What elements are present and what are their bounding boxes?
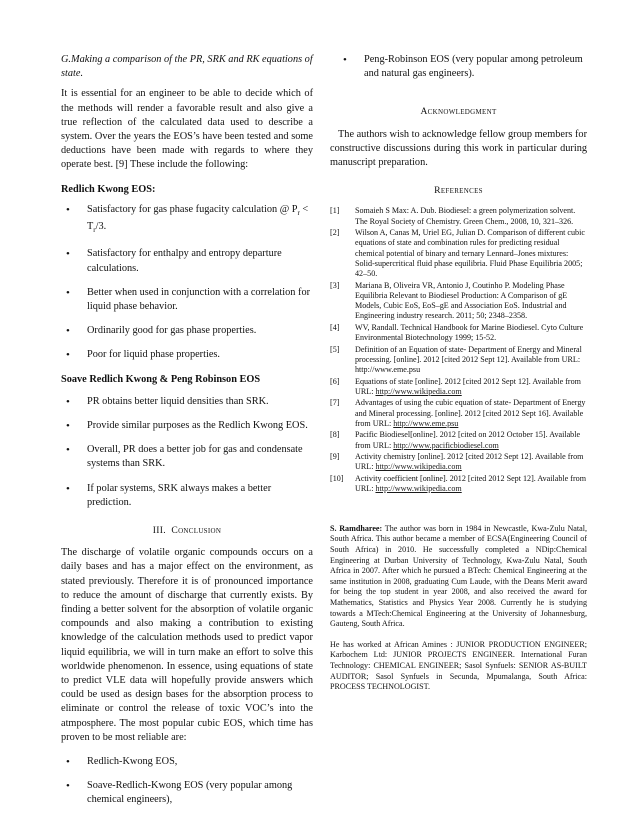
right-column — [330, 53, 587, 693]
list-item: • Redlich-Kwong EOS, — [66, 755, 313, 769]
reference-item: [3] Mariana B, Oliveira VR, Antonio J, Coutinho P. Modeling Phase Equilibria Relevant to Biodiesel Production: A Comparison of gE Models, Cubic EoS, EoS–gE and Association EoS. Industrial and Engineering industry research. 2011; 50; 2348–2358. — [330, 280, 568, 321]
reference-link[interactable]: http://www.wikipedia.com — [375, 386, 462, 396]
soave-peng-heading: Soave Redlich Kwong & Peng Robinson EOS — [61, 373, 261, 385]
reference-item: [4] WV, Randall. Technical Handbook for Marine Biodiesel. Cyto Culture Environmental Biotechnology 1999; 15-52. — [330, 322, 584, 343]
redlich-kwong-list — [61, 203, 313, 363]
author-bio — [330, 524, 587, 630]
list-item: • Provide similar purposes as the Redlich Kwong EOS. — [66, 419, 313, 433]
conclusion-heading — [61, 524, 313, 538]
reference-item: [7] Advantages of using the cubic equation of state- Department of Energy and Mineral processing. [online]. 2012 [cited 2012 Sept 16]. Available from URL: http://www.eme.psu — [330, 398, 586, 428]
intro-paragraph: It is essential for an engineer to be able to decide which of the methods will render a favorable result and also give a true reflection of the calculated data used to describe a system. Over the years the EOS’s have been tested and some deductions have been made with regards to where they operate best. [9] These include the following: — [61, 88, 313, 171]
reference-link[interactable]: http://www.eme.psu — [393, 418, 459, 428]
list-item: • PR obtains better liquid densities than SRK. — [66, 395, 313, 409]
list-item: • Satisfactory for gas phase fugacity calculation @ $P_r < T_r/3$. — [66, 203, 313, 238]
acknowledgment-body: The authors wish to acknowledge fellow group members for constructive discussions during this work in particular during manuscript preparation. — [330, 128, 587, 169]
conclusion-body: The discharge of volatile organic compounds occurs on a daily bases and has a major effect on the environment, as stated previously. Therefore it is of pronounced importance to reduce the amount of discharge that currently exists. By finding a better solvent for the absorption of volatile organic compounds and also making a contribution to existing knowledge of the calculation methods used to predict vapor liquid equilibria, we will in turn make an effort to solve this worldwide phenomenon. In essence, using equations of state to predict VLE data will hopefully provide answers which could be used as design bases for the absorption process to eliminate or control the release of toxic VOC’s into the atmposphere. The most popular cubic EOS, which time has proven to be most reliable are: — [61, 547, 313, 743]
reference-link[interactable]: http://www.pacificbiodiesel.com — [393, 440, 499, 450]
soave-peng-list — [61, 395, 313, 510]
author-name: S. Ramdharee: — [330, 523, 383, 533]
list-item: • Better when used in conjunction with a correlation for liquid phase behavior. — [66, 286, 313, 314]
reference-item: [10] Activity coefficient [online]. 2012 [cited 2012 Sept 12]. Available from URL: http://www.wikipedia.com — [330, 474, 586, 494]
reference-item: [9] Activity chemistry [online]. 2012 [cited 2012 Sept 12]. Available from URL: http://www.wikipedia.com — [330, 452, 584, 472]
author-work-history: He has worked at African Amines : JUNIOR PRODUCTION ENGINEER; Karbochem Ltd: JUNIOR PROJECTS ENGINEER. International Furan Technology: CHEMICAL ENGINEER; Sasol Synfuels: SENIOR AS-BUILT AUDITOR; Sasol Synfuels in Secunda, Mpumalanga, South Africa: PROCESS TECHNOLOGIST. — [330, 639, 587, 692]
redlich-kwong-heading: Redlich Kwong EOS: — [61, 183, 156, 195]
list-item: • Poor for liquid phase properties. — [66, 348, 313, 362]
conclusion-title: Conclusion — [171, 524, 222, 536]
reference-link[interactable]: http://www.wikipedia.com — [375, 484, 462, 494]
section-g-title: G.Making a comparison of the PR, SRK and RK equations of state. — [61, 54, 313, 80]
reference-item: [2] Wilson A, Canas M, Uriel EG, Julian D. Comparison of different cubic equations of state and combination rules for predicting residual chemical potential of binary and ternary Lennard–Jones mixtures: Solid-supercritical fluid phase equilibria. Fluid Phase Equilibria 2005; 42–50. — [330, 228, 585, 279]
left-column — [61, 53, 313, 818]
list-item: • Soave-Redlich-Kwong EOS (very popular among chemical engineers), — [66, 779, 313, 807]
reference-item: [5] Definition of an Equation of state- Department of Energy and Mineral processing. [online]. 2012 [cited 2012 Sept 12]. Available from URL: http://www.eme.psu — [330, 344, 582, 375]
list-item: • Satisfactory for enthalpy and entropy departure calculations. — [66, 247, 313, 275]
continued-list — [338, 53, 587, 81]
conclusion-list — [61, 755, 313, 808]
bio-paragraph-1: The author was born in 1984 in Newcastle, Kwa-Zulu Natal, South Africa. This author became a member of ECSA(Engineering Council of South Africa) in 2010. He successfully completed a NDip:Chemical Engineering at Durban University of Technology, Kwa-Zulu Natal, South Africa in 2007. After which he pursued a BTech: Chemical Engineering at the same institution in 2008, graduating Cum Laude, with the Deans Merit award for being the top student in year 2008, and also received the award for Mathematics, Statistics and Physics Year 2008. Currently he is studying towards a MTech:Chemical Engineering at the University of Johannesburg, Gauteng, South Africa. — [330, 523, 587, 629]
reference-item: [8] Pacific Biodiesel[online]. 2012 [cited on 2012 October 15]. Available from URL: http://www.pacificbiodiesel.com — [330, 430, 581, 450]
acknowledgment-heading: Acknowledgment — [420, 106, 497, 118]
list-item: • Peng-Robinson EOS (very popular among petroleum and natural gas engineers). — [343, 53, 587, 81]
list-item: • If polar systems, SRK always makes a better prediction. — [66, 482, 313, 510]
list-item: • Overall, PR does a better job for gas and condensate systems than SRK. — [66, 443, 313, 471]
reference-item: [6] Equations of state [online]. 2012 [cited 2012 Sept 12]. Available from URL: http://www.wikipedia.com — [330, 376, 581, 396]
list-item: • Ordinarily good for gas phase properties. — [66, 324, 313, 338]
reference-link[interactable]: http://www.wikipedia.com — [375, 462, 462, 472]
conclusion-numeral: III. — [152, 524, 166, 536]
references-list — [330, 206, 587, 494]
references-heading: References — [434, 185, 483, 197]
reference-item: [1] Somaieh S Max: A. Dub. Biodiesel: a green polymerization solvent. The Royal Society of Chemistry. Green Chem., 2008, 10, 321–326. — [330, 206, 576, 226]
